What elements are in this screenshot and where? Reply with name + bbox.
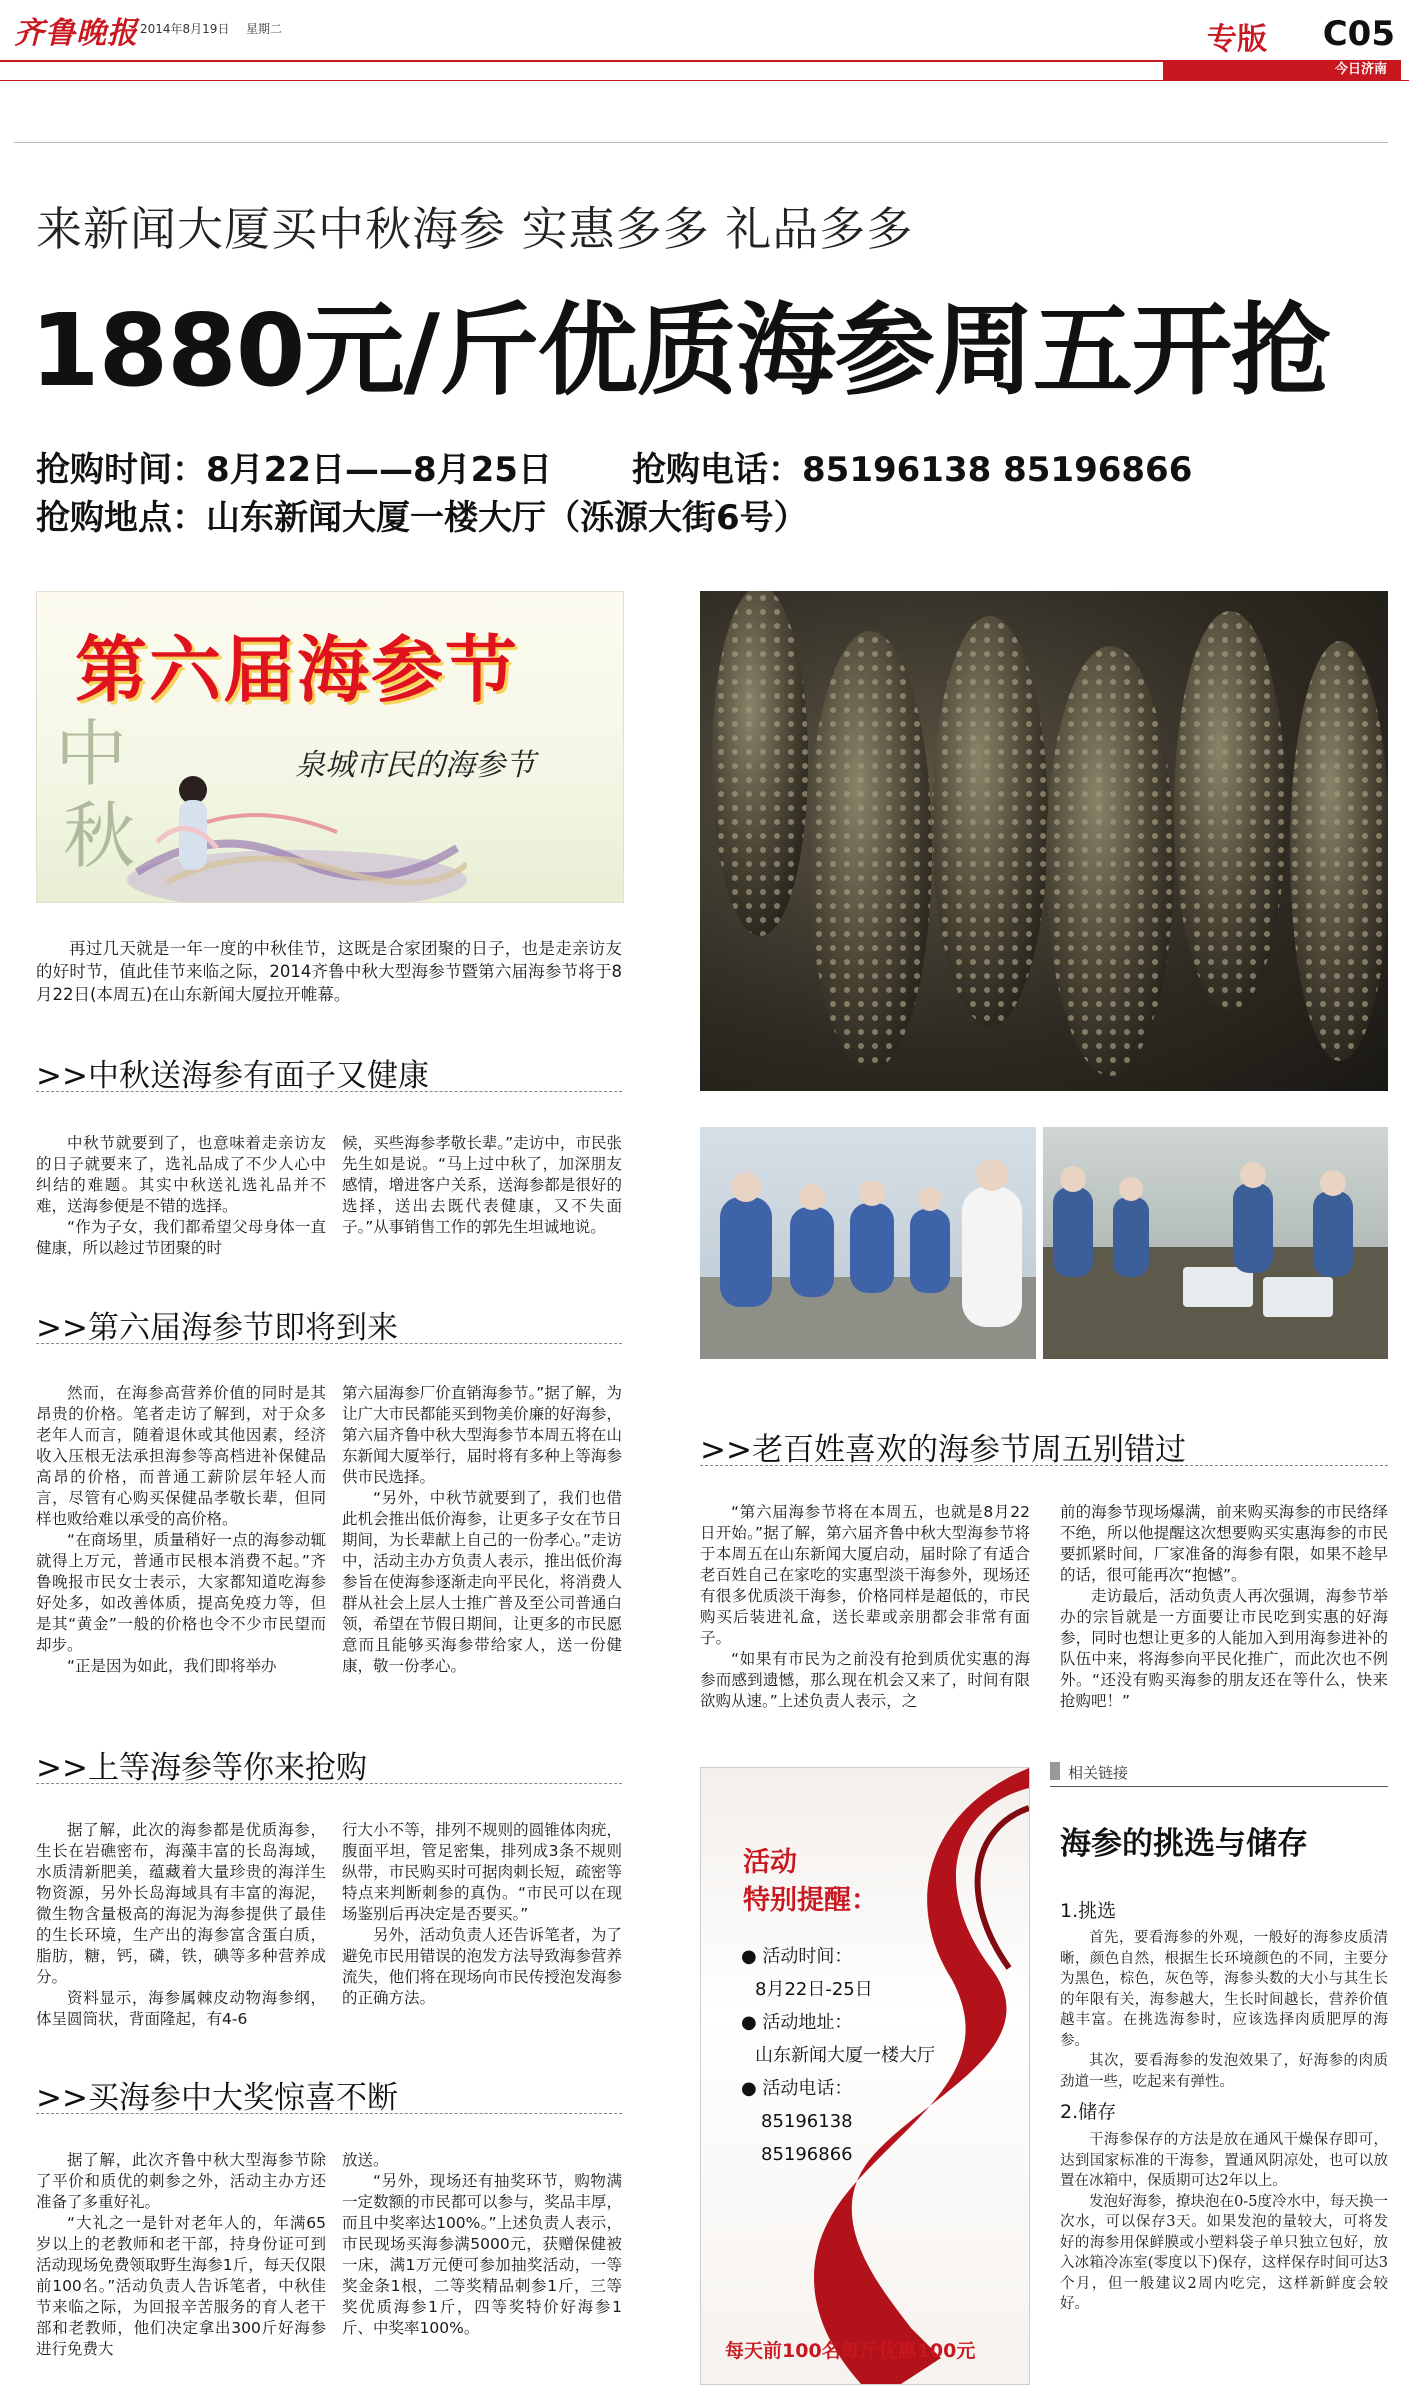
- paragraph: 候，买些海参孝敬长辈。”走访中，市民张先生如是说。“马上过中秋了，加深朋友感情，增进客户关系，送海参都是很好的选择，送出去既代表健康，又不失面子。”从事销售工作的郭先生坦诚地说。: [342, 1134, 622, 1236]
- promo-place-label: ● 活动地址：: [741, 2012, 853, 2033]
- workers-photo-1: [700, 1127, 1036, 1359]
- sea-cucumber-illustration: [700, 591, 1388, 1091]
- festival-subtitle: 泉城市民的海参节: [295, 748, 535, 783]
- paragraph: 另外，活动负责人还告诉笔者，为了避免市民用错误的泡发方法导致海参营养流失，他们将在现场向市民传授泡发海参的正确方法。: [342, 1926, 622, 2007]
- issue-date: 2014年8月19日: [140, 22, 230, 36]
- section5-col2: [1060, 1502, 1388, 1712]
- promo-phone-2: 85196866: [761, 2144, 853, 2165]
- newspaper-logo: 齐鲁晚报: [14, 16, 138, 51]
- section-title-4: >>买海参中大奖惊喜不断: [36, 2080, 398, 2116]
- header-divider: [14, 142, 1388, 143]
- section2-col2: [342, 1383, 622, 1677]
- section5-col1: [700, 1502, 1030, 1712]
- related-rule: [1050, 1786, 1388, 1787]
- paragraph: 发泡好海参，撩块泡在0-5度冷水中，每天换一次水，可以保存3天。如果发泡的量较大，可将发好的海参用保鲜膜或小塑料袋子单只独立包好，放入冰箱冷冻室(零度以下)保存，这样保存时间可达3个月，但一般建议2周内吃完，这样新鲜度会较好。: [1060, 2193, 1388, 2312]
- page-number: C05: [1322, 14, 1395, 54]
- promo-discount: 每天前100名每斤优惠100元: [725, 2340, 976, 2362]
- promo-phone-1: 85196138: [761, 2111, 853, 2132]
- section2-col1: [36, 1383, 326, 1677]
- section4-col2: [342, 2150, 622, 2339]
- related-tag-marker: [1050, 1762, 1060, 1780]
- section-bar: 今日济南: [1163, 60, 1401, 80]
- sale-place: 抢购地点：山东新闻大厦一楼大厅（泺源大街6号）: [36, 498, 808, 538]
- paragraph: 据了解，此次的海参都是优质海参，生长在岩礁密布，海藻丰富的长岛海域，水质清新肥美，蕴藏着大量珍贵的海洋生物资源，另外长岛海域具有丰富的海泥，微生物含量极高的海泥为海参提供了最佳的生长环境，生产出的海参富含蛋白质，脂肪，糖，钙，磷，铁，碘等多种营养成分。: [36, 1821, 326, 1986]
- masthead-rule-bottom: [0, 80, 1409, 81]
- paragraph: “大礼之一是针对老年人的，年满65岁以上的老教师和老干部，持身份证可到活动现场免费领取野生海参1斤，每天仅限前100名。”活动负责人告诉笔者，中秋佳节来临之际，为回报辛苦服务的育人老干部和老教师，他们决定拿出300斤好海参进行免费大: [36, 2214, 326, 2358]
- related-storage-text: [1060, 2130, 1388, 2315]
- paragraph: 放送。: [342, 2151, 389, 2169]
- promo-title: [743, 1844, 878, 1920]
- banner-char-zhong: 中: [55, 712, 128, 796]
- paragraph: “如果有市民为之前没有抢到质优实惠的海参而感到遗憾，那么现在机会又来了，时间有限欲购从速。”上述负责人表示，之: [700, 1650, 1030, 1710]
- paragraph: 然而，在海参高营养价值的同时是其昂贵的价格。笔者走访了解到，对于众多老年人而言，随着退休或其他因素，经济收入压根无法承担海参等高档进补保健品高昂的价格，而普通工薪阶层年轻人而言，尽管有心购买保健品孝敬长辈，但同样也败给难以承受的高价格。: [36, 1384, 326, 1528]
- paragraph: 前的海参节现场爆满，前来购买海参的市民络绎不绝，所以他提醒这次想要购买实惠海参的市民要抓紧时间，厂家准备的海参有限，如果不趁早的话，很可能再次“抱憾”。: [1060, 1503, 1388, 1584]
- section-rule-1: [36, 1090, 622, 1092]
- related-select-text: [1060, 1928, 1388, 2092]
- promo-phone-label: ● 活动电话：: [741, 2078, 853, 2099]
- workers-photo-2: [1043, 1127, 1388, 1359]
- related-link-tag: 相关链接: [1068, 1764, 1129, 1782]
- section-title-1: >>中秋送海参有面子又健康: [36, 1058, 429, 1094]
- festival-banner: [36, 591, 624, 903]
- workers-illustration-2: [1043, 1127, 1388, 1359]
- paragraph: “另外，中秋节就要到了，我们也借此机会推出低价海参，让更多子女在节日期间，为长辈献上自己的一份孝心。”走访中，活动主办方负责人表示，推出低价海参旨在使海参逐渐走向平民化，将消费人群从社会上层人士推广普及至公司普通白领，希望在节假日期间，让更多的市民愿意而且能够买海参带给家人，送一份健康，敬一份孝心。: [342, 1489, 622, 1675]
- paragraph: 资料显示，海参属棘皮动物海参纲，体呈圆筒状，背面隆起，有4-6: [36, 1989, 326, 2028]
- paragraph: “作为子女，我们都希望父母身体一直健康，所以趁过节团聚的时: [36, 1218, 326, 1257]
- section-rule-5: [700, 1464, 1388, 1466]
- main-headline: 1880元/斤优质海参周五开抢: [30, 292, 1330, 409]
- sea-cucumber-photo: [700, 591, 1388, 1091]
- section-rule-3: [36, 1782, 622, 1784]
- section-title-5: >>老百姓喜欢的海参节周五别错过: [700, 1432, 1186, 1468]
- related-heading-select: 1.挑选: [1060, 1900, 1117, 1922]
- intro-paragraph: [36, 937, 622, 1006]
- section3-col1: [36, 1820, 326, 2030]
- related-title: 海参的挑选与储存: [1060, 1826, 1308, 1862]
- paragraph: 中秋节就要到了，也意味着走亲访友的日子就要来了，选礼品成了不少人心中纠结的难题。其实中秋送礼选礼品并不难，送海参便是不错的选择。: [36, 1134, 326, 1215]
- event-reminder-card: [700, 1767, 1030, 2385]
- promo-place-value: 山东新闻大厦一楼大厅: [755, 2045, 935, 2066]
- related-heading-storage: 2.储存: [1060, 2101, 1117, 2123]
- paragraph: “在商场里，质量稍好一点的海参动辄就得上万元，普通市民根本消费不起。”齐鲁晚报市民女士表示，大家都知道吃海参好处多，如改善体质，提高免疫力等，但是其“黄金”一般的价格也令不少市民望而却步。: [36, 1531, 326, 1654]
- paragraph: 干海参保存的方法是放在通风干燥保存即可，达到国家标准的干海参，置通风阴凉处，也可以放置在冰箱中，保质期可达2年以上。: [1060, 2132, 1388, 2189]
- promo-title-line1: 活动: [743, 1847, 797, 1878]
- paragraph: “另外，现场还有抽奖环节，购物满一定数额的市民都可以参与，奖品丰厚，而且中奖率达100%。”上述负责人表示，市民现场买海参满5000元，获赠保健被一床，满1万元便可参加抽奖活动，一等奖金条1根，二等奖精品刺参1斤，三等奖优质海参1斤，四等奖特价好海参1斤、中奖率100%。: [342, 2172, 622, 2337]
- banner-char-qiu: 秋: [63, 794, 136, 878]
- section1-col2: [342, 1133, 622, 1238]
- promo-time-label: ● 活动时间：: [741, 1946, 853, 1967]
- paragraph: 首先，要看海参的外观，一般好的海参皮质清晰，颜色自然，根据生长环境颜色的不同，主要分为黑色，棕色，灰色等，海参头数的大小与其生长的年限有关，海参越大，生长时间越长，营养价值越丰富。在挑选海参时，应该选择肉质肥厚的海参。: [1060, 1930, 1388, 2049]
- issue-weekday: 星期二: [246, 22, 283, 36]
- section3-col2: [342, 1820, 622, 2009]
- section-rule-4: [36, 2112, 622, 2114]
- masthead-rule: [0, 60, 1163, 62]
- page-label: 专版: [1207, 22, 1267, 57]
- sale-phone: 抢购电话：85196138 85196866: [632, 450, 1193, 490]
- promo-details: [741, 1940, 935, 2171]
- section-rule-2: [36, 1342, 622, 1344]
- intro-text: 再过几天就是一年一度的中秋佳节，这既是合家团聚的日子，也是走亲访友的好时节，值此佳节来临之际，2014齐鲁中秋大型海参节暨第六届海参节将于8月22日(本周五)在山东新闻大厦拉开帷幕。: [36, 939, 622, 1004]
- paragraph: 走访最后，活动负责人再次强调，海参节举办的宗旨就是一方面要让市民吃到实惠的好海参，同时也想让更多的人能加入到用海参进补的队伍中来，将海参向平民化推广，而此次也不例外。“还没有购买海参的朋友还在等什么，快来抢购吧！”: [1060, 1587, 1388, 1710]
- festival-title: 第六届海参节: [75, 628, 520, 712]
- paragraph: 第六届海参厂价直销海参节。”据了解，为让广大市民都能买到物美价廉的好海参，第六届齐鲁中秋大型海参节本周五将在山东新闻大厦举行，届时将有多种上等海参供市民选择。: [342, 1384, 622, 1486]
- chang-e-illustration: [127, 752, 467, 902]
- promo-title-line2: 特别提醒：: [743, 1885, 878, 1916]
- paragraph: 其次，要看海参的发泡效果了，好海参的肉质劲道一些，吃起来有弹性。: [1060, 2053, 1388, 2090]
- paragraph: 行大小不等，排列不规则的圆锥体肉疣，腹面平坦，管足密集，排列成3条不规则纵带，市民购买时可据肉刺长短，疏密等特点来判断刺参的真伪。“市民可以在现场鉴别后再决定是否要买。”: [342, 1821, 622, 1923]
- section1-col1: [36, 1133, 326, 1259]
- section-title-2: >>第六届海参节即将到来: [36, 1310, 398, 1346]
- promo-time-value: 8月22日-25日: [755, 1979, 873, 2000]
- section-title-3: >>上等海参等你来抢购: [36, 1750, 367, 1786]
- sale-time: 抢购时间：8月22日——8月25日: [36, 450, 552, 490]
- section4-col1: [36, 2150, 326, 2360]
- headline-kicker: 来新闻大厦买中秋海参 实惠多多 礼品多多: [36, 202, 914, 256]
- workers-illustration-1: [700, 1127, 1036, 1359]
- paragraph: “正是因为如此，我们即将举办: [67, 1657, 277, 1675]
- paragraph: “第六届海参节将在本周五，也就是8月22日开始。”据了解，第六届齐鲁中秋大型海参节将于本周五在山东新闻大厦启动，届时除了有适合老百姓自己在家吃的实惠型淡干海参外，现场还有很多优质淡干海参，价格同样是超低的，市民购买后装进礼盒，送长辈或亲朋都会非常有面子。: [700, 1503, 1030, 1647]
- paragraph: 据了解，此次齐鲁中秋大型海参节除了平价和质优的刺参之外，活动主办方还准备了多重好礼。: [36, 2151, 326, 2211]
